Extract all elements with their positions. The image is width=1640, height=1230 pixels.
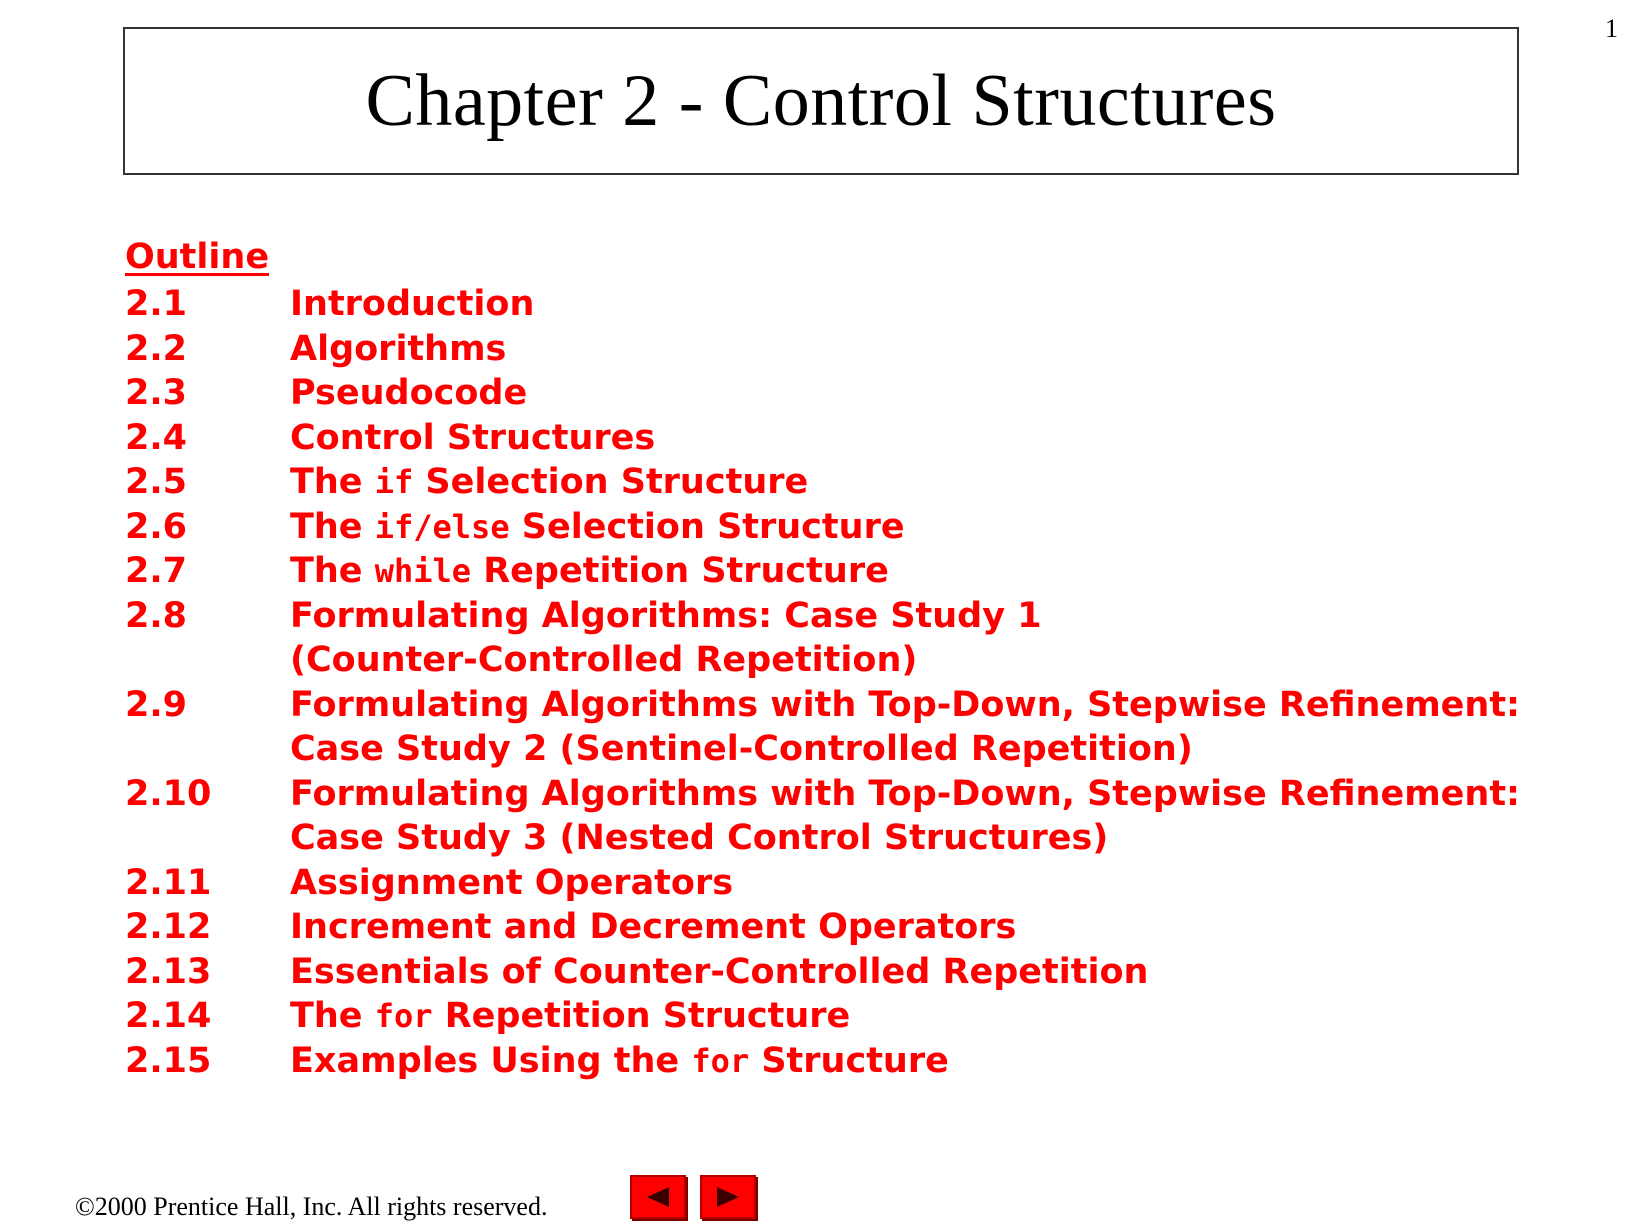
outline-item-text (290, 416, 1525, 461)
text-segment: Control Structures (290, 417, 656, 458)
outline-item-text (290, 727, 1525, 772)
outline-item-number: 2.11 (125, 862, 212, 903)
text-segment: Repetition Structure (432, 996, 851, 1036)
outline-item-number: 2.5 (125, 462, 188, 502)
outline-item-text (290, 772, 1525, 817)
previous-slide-button[interactable] (630, 1175, 686, 1219)
outline-item (125, 460, 1525, 505)
right-triangle-icon (713, 1185, 743, 1209)
outline-item-number: 2.2 (125, 328, 188, 369)
outline-heading: Outline (125, 237, 270, 277)
outline-item-number: 2.1 (125, 284, 188, 324)
left-triangle-icon (643, 1185, 673, 1209)
outline-item-text (290, 861, 1525, 906)
outline-item-text (290, 594, 1525, 639)
outline-item (125, 772, 1525, 817)
text-segment: Introduction (290, 284, 535, 324)
outline-item-text (290, 371, 1525, 416)
next-slide-button[interactable] (700, 1175, 756, 1219)
outline-item-text (290, 327, 1525, 372)
outline-item-text (290, 1039, 1525, 1084)
text-segment: Formulating Algorithms: Case Study 1 (290, 595, 1042, 636)
outline-item-number: 2.10 (125, 773, 212, 814)
text-segment: The (290, 462, 375, 502)
outline-item-text (290, 905, 1525, 950)
text-segment: Case Study 2 (Sentinel-Controlled Repetition) (290, 729, 1193, 769)
outline-item-number: 2.4 (125, 417, 188, 458)
outline-item-number: 2.12 (125, 907, 212, 947)
outline-item-text (290, 282, 1525, 327)
outline-item (125, 327, 1525, 372)
outline-list (125, 282, 1525, 1083)
code-keyword: if (374, 463, 414, 501)
outline-item-text (290, 816, 1525, 861)
code-keyword: if/else (374, 507, 510, 546)
text-segment: Examples Using the (290, 1040, 692, 1081)
outline-item (125, 371, 1525, 416)
text-segment: Formulating Algorithms with Top-Down, Stepwise Refinement: (290, 684, 1521, 725)
text-segment: Selection Structure (509, 506, 905, 547)
outline-item (125, 549, 1525, 594)
text-segment: Case Study 3 (Nested Control Structures) (290, 818, 1109, 858)
outline-item (125, 861, 1525, 906)
outline-item (125, 416, 1525, 461)
code-keyword: for (691, 1041, 750, 1080)
text-segment: Increment and Decrement Operators (290, 907, 1017, 947)
outline-item (125, 816, 1525, 861)
outline-item-number: 2.15 (125, 1040, 212, 1081)
text-segment: Repetition Structure (471, 551, 889, 591)
text-segment: The (290, 551, 375, 591)
outline-item-number: 2.8 (125, 595, 188, 636)
outline-item-text (290, 505, 1525, 550)
outline-item (125, 905, 1525, 950)
title-box (123, 27, 1519, 175)
outline-item-text (290, 994, 1525, 1039)
page-number: 1 (1605, 14, 1618, 43)
outline-item-text (290, 549, 1525, 594)
text-segment: (Counter-Controlled Repetition) (290, 640, 918, 680)
text-segment: Selection Structure (413, 462, 809, 502)
code-keyword: for (374, 997, 433, 1035)
outline-item (125, 505, 1525, 550)
text-segment: Structure (749, 1040, 949, 1081)
slide-navigation (630, 1175, 756, 1219)
outline-item-number (125, 638, 290, 683)
outline-item (125, 282, 1525, 327)
outline-item-text (290, 638, 1525, 683)
page-title: Chapter 2 - Control Structures (365, 59, 1277, 142)
outline-item (125, 594, 1525, 639)
outline-item-number: 2.6 (125, 506, 188, 547)
outline-item-number: 2.9 (125, 684, 188, 725)
text-segment: The (290, 506, 375, 547)
outline-item-number: 2.7 (125, 551, 188, 591)
text-segment: Pseudocode (290, 373, 528, 413)
text-segment: Algorithms (290, 328, 507, 369)
outline-item (125, 683, 1525, 728)
outline-item-number: 2.13 (125, 951, 212, 992)
code-keyword: while (374, 552, 472, 590)
text-segment: Formulating Algorithms with Top-Down, Stepwise Refinement: (290, 773, 1521, 814)
outline-item-number: 2.3 (125, 373, 188, 413)
outline-item-text (290, 950, 1525, 995)
outline-item (125, 638, 1525, 683)
outline-item-number (125, 816, 290, 861)
text-segment: The (290, 996, 375, 1036)
outline-item (125, 994, 1525, 1039)
text-segment: Assignment Operators (290, 862, 734, 903)
outline-item (125, 950, 1525, 995)
outline-item-text (290, 460, 1525, 505)
outline-item-text (290, 683, 1525, 728)
outline-item (125, 1039, 1525, 1084)
outline (125, 232, 1525, 1083)
outline-item (125, 727, 1525, 772)
text-segment: Essentials of Counter-Controlled Repetition (290, 951, 1149, 992)
outline-item-number: 2.14 (125, 996, 212, 1036)
outline-item-number (125, 727, 290, 772)
copyright-footer: ©2000 Prentice Hall, Inc. All rights reserved. (75, 1192, 548, 1221)
